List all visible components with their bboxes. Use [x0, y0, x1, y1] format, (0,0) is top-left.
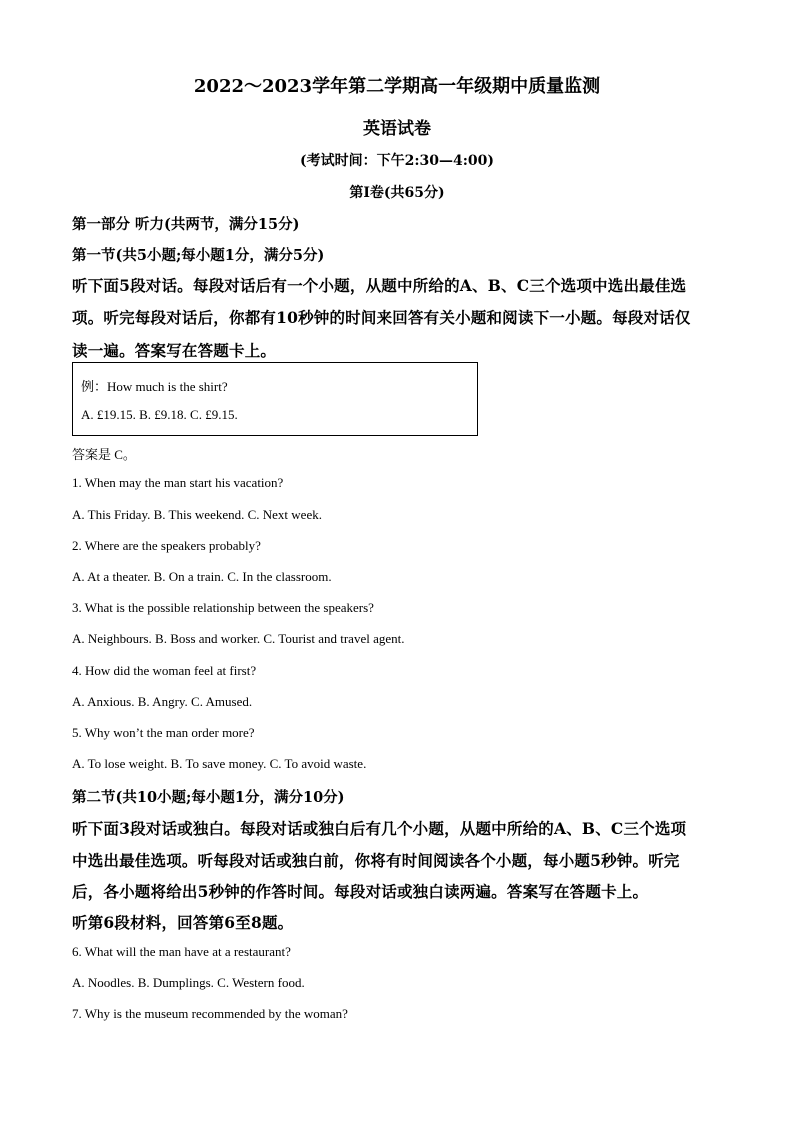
exam-title: 2022～2023学年第二学期高一年级期中质量监测: [193, 76, 601, 97]
exam-time: (考试时间：下午2:30—4:00): [299, 153, 495, 169]
question-text: 3. What is the possible relationship between the speakers?: [72, 600, 374, 615]
material-heading: 听第6段材料，回答第6至8题。: [72, 913, 294, 932]
question-text: 1. When may the man start his vacation?: [72, 475, 284, 490]
example-options: A. £19.15. B. £9.18. C. £9.15.: [81, 407, 238, 422]
section1-instruction-line: 读一遍。答案写在答题卡上。: [72, 341, 277, 360]
question-options: A. Neighbours. B. Boss and worker. C. Tourist and travel agent.: [72, 631, 405, 646]
part1-heading: 第一部分 听力(共两节，满分15分): [72, 216, 300, 233]
volume-heading: 第Ⅰ卷(共65分): [349, 185, 445, 201]
section1-heading: 第一节(共5小题;每小题1分，满分5分): [72, 247, 325, 264]
question-text: 6. What will the man have at a restaurant?: [72, 944, 291, 959]
question-options: A. To lose weight. B. To save money. C. To avoid waste.: [72, 756, 367, 771]
question-options: A. Anxious. B. Angry. C. Amused.: [72, 694, 253, 709]
question-text: 2. Where are the speakers probably?: [72, 538, 261, 553]
section1-instruction-line: 听下面5段对话。每段对话后有一个小题，从题中所给的A、B、C三个选项中选出最佳选: [72, 276, 687, 295]
section2-heading: 第二节(共10小题;每小题1分，满分10分): [72, 789, 345, 806]
question-text: 4. How did the woman feel at first?: [72, 663, 257, 678]
section1-instruction-line: 项。听完每段对话后，你都有10秒钟的时间来回答有关小题和阅读下一小题。每段对话仅: [72, 308, 691, 327]
question-text: 5. Why won’t the man order more?: [72, 725, 255, 740]
question-text: 7. Why is the museum recommended by the woman?: [72, 1006, 348, 1021]
question-options: A. At a theater. B. On a train. C. In the classroom.: [72, 569, 332, 584]
section2-instruction-line: 听下面3段对话或独白。每段对话或独白后有几个小题，从题中所给的A、B、C三个选项: [72, 819, 687, 838]
section2-instruction-line: 中选出最佳选项。听每段对话或独白前，你将有时间阅读各个小题，每小题5秒钟。听完: [72, 851, 680, 870]
example-box: [72, 362, 478, 436]
question-options: A. Noodles. B. Dumplings. C. Western food.: [72, 975, 305, 990]
section2-instruction-line: 后，各小题将给出5秒钟的作答时间。每段对话或独白读两遍。答案写在答题卡上。: [72, 882, 649, 901]
answer-note: 答案是 C。: [72, 447, 136, 462]
question-options: A. This Friday. B. This weekend. C. Next week.: [72, 507, 322, 522]
example-question: 例：How much is the shirt?: [81, 379, 228, 394]
exam-subject: 英语试卷: [363, 119, 431, 139]
